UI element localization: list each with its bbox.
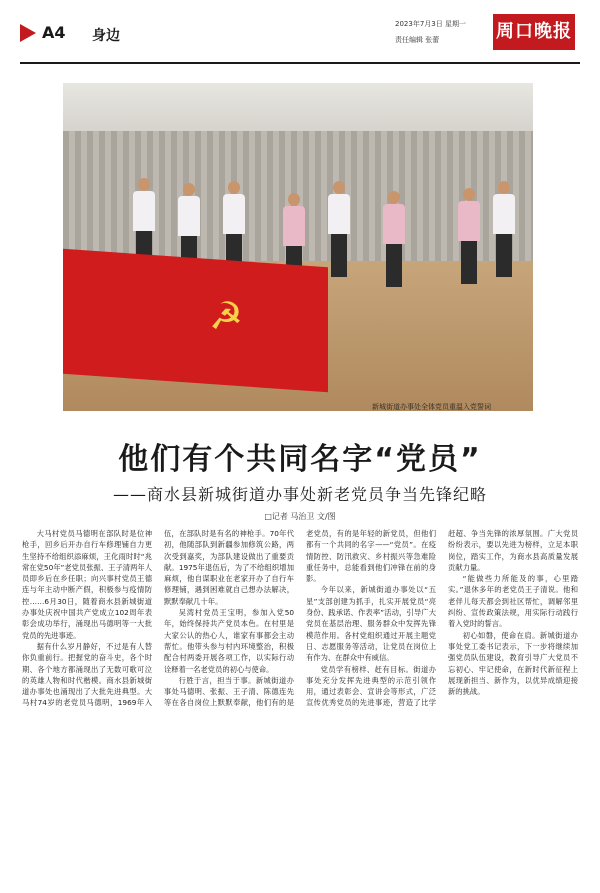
body-paragraph: 吴湾村党员王宝明，参加入党50年，始终保持共产党员本色。在村里是大家公认的热心人，谁家有事都会主动帮忙。他带头参与村内环境整治，积极配合村两委开展各项工作，以实际行动诠释着一名老党员的初心与使命。 (164, 608, 294, 674)
photo-person (328, 181, 350, 277)
photo-person (493, 181, 515, 277)
body-paragraph: 今年以来，新城街道办事处以“五星”支部创建为抓手，扎实开展党员“亮身份、践承诺、作表率”活动，引导广大党员在基层治理、服务群众中发挥先锋模范作用。各村党组织通过开展主题党日、志愿服务等活动，让党员在岗位上有作为、在群众中有威信。 (306, 585, 436, 663)
body-paragraph: 据有什么岁月静好，不过是有人替你负重前行。把握党的奋斗史，各个时期、各个地方都涌现出了无数可歌可泣的英雄人物和时代楷模。商水县新城街道办事处也涌现出了大批先进典型。大马村74岁的老党员马德明，1969年入伍，在部队时是有名的神枪手。70年代初，他随部队到新疆参加修筑公路，两次受到嘉奖，为部队建设做出了重要贡献。1975年退伍后，为了不给组织增加麻烦，他自谋职业在老家开办了自行车修理铺，遇到困难就自己想办法解决，默默奉献几十年。 (22, 529, 294, 708)
header-divider (20, 62, 580, 64)
masthead-logo: 周口晚报 (493, 14, 575, 50)
article-headline: 他们有个共同名字“党员” (118, 442, 482, 477)
photo-caption: 新城街道办事处全体党员重温入党誓词 (372, 403, 491, 411)
photo-person (458, 188, 480, 284)
photo-ceiling (63, 83, 533, 131)
photo-person (383, 191, 405, 287)
page-header (0, 0, 600, 66)
article-photo (63, 83, 533, 411)
date-line: 2023年7月3日 星期一 (395, 20, 466, 28)
editor-line: 责任编辑 张蕾 (395, 36, 440, 44)
body-paragraph: 初心如磐，使命在肩。新城街道办事处党工委书记表示，下一步将继续加强党员队伍建设，教育引导广大党员不忘初心、牢记使命，在新时代新征程上展现新担当、新作为，以优异成绩迎接新的挑战。 (448, 630, 578, 697)
page-number: A4 (42, 23, 66, 42)
body-paragraph: “能做些力所能及的事，心里踏实。”退休多年的老党员王子清说。他和老伴儿每天都会到社区帮忙，调解邻里纠纷、宣传政策法规，用实际行动践行着入党时的誓言。 (448, 574, 578, 629)
hammer-sickle-icon: ☭ (208, 294, 244, 338)
body-paragraph: 大马村党员马德明在部队时是位神枪手，回乡后开办自行车修理铺自力更生坚持不给组织添麻烦，王化雨时时“兆常在党50年”老党员张振、王子清两年人员即乡后在乡任职；向兴事村党员王德连与年主动中断产假，积极参与疫情防控……6月30日，随着商水县新城街道办事处庆祝中国共产党成立102周年表彰会成功举行，涌现出马德明等一大批党员的先进事迹。 (22, 529, 152, 640)
page-marker-icon (20, 24, 36, 42)
article-subhead: ——商水县新城街道办事处新老党员争当先锋纪略 (112, 485, 487, 504)
body-paragraph: 行胜于言，担当于事。新城街道办事处马德明、张振、王子清、陈德连先等在各自岗位上默默奉献，他们有的是老党员，有的是年轻的新党员，但他们都有一个共同的名字——“党员”。在疫情防控、防汛救灾、乡村振兴等急难险重任务中，总能看到他们冲锋在前的身影。 (164, 529, 436, 708)
party-flag (63, 249, 328, 393)
body-paragraph: 党员学有榜样、赶有目标。街道办事处充分发挥先进典型的示范引领作用，通过表彰会、宣讲会等形式，广泛宣传优秀党员的先进事迹，营造了比学赶超、争当先锋的浓厚氛围。广大党员纷纷表示，要以先进为榜样，立足本职岗位，踏实工作，为商水县高质量发展贡献力量。 (306, 529, 578, 708)
section-title: 身边 (92, 28, 120, 44)
article-body (22, 528, 578, 880)
article-byline: □记者 马治卫 文/图 (264, 512, 336, 521)
